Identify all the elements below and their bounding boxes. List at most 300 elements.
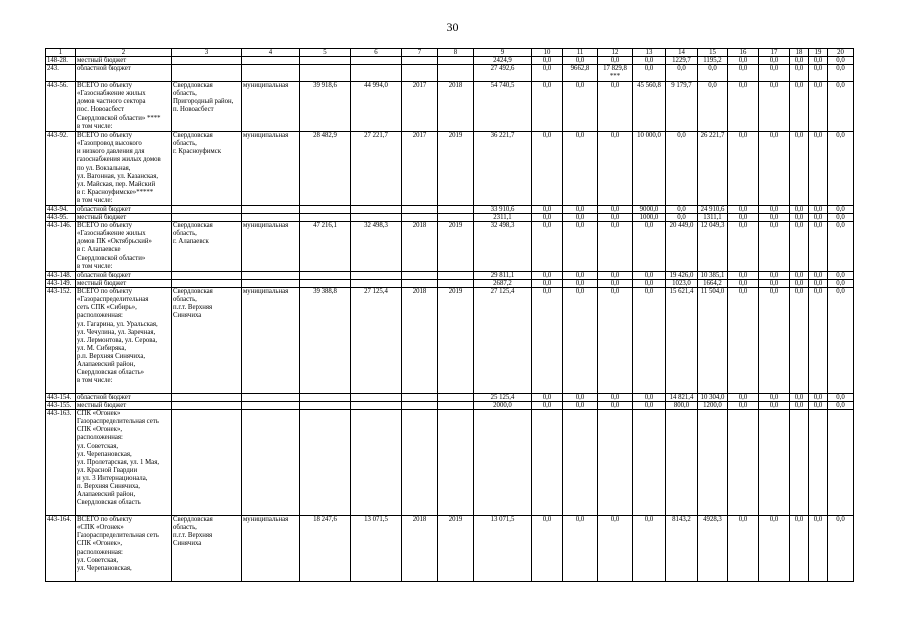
table-row bbox=[46, 402, 854, 410]
table-cell: 0,0 bbox=[563, 206, 598, 214]
table-cell: Свердловская область, п.г.т. Верхняя Синячиха bbox=[172, 288, 242, 394]
table-cell: 0,0 bbox=[563, 82, 598, 132]
table-cell: 0,0 bbox=[563, 214, 598, 222]
description-cell: областной бюджет bbox=[76, 206, 172, 214]
table-cell: 0,0 bbox=[532, 57, 563, 65]
row-number-cell: 443-164. bbox=[46, 516, 76, 582]
table-cell: 4928,3 bbox=[698, 516, 728, 582]
table-cell: 2019 bbox=[438, 288, 474, 394]
table-cell: 0,0 bbox=[828, 65, 854, 82]
table-cell bbox=[532, 410, 563, 516]
table-cell: 0,0 bbox=[759, 132, 790, 206]
table-cell: 0,0 bbox=[598, 214, 633, 222]
table-cell: 10 385,1 bbox=[698, 272, 728, 280]
table-cell bbox=[351, 206, 402, 214]
table-cell bbox=[300, 57, 351, 65]
table-cell: 45 560,8 bbox=[633, 82, 666, 132]
table-cell bbox=[351, 57, 402, 65]
table-cell: 0,0 bbox=[532, 65, 563, 82]
table-cell: 0,0 bbox=[598, 394, 633, 402]
table-cell: 0,0 bbox=[698, 82, 728, 132]
table-cell: 0,0 bbox=[563, 222, 598, 272]
row-number-cell: 443-146. bbox=[46, 222, 76, 272]
table-cell: 0,0 bbox=[759, 280, 790, 288]
table-cell: 0,0 bbox=[728, 214, 759, 222]
table-cell: 2019 bbox=[438, 516, 474, 582]
table-cell: 0,0 bbox=[728, 280, 759, 288]
table-cell: 1000,0 bbox=[633, 214, 666, 222]
table-cell bbox=[300, 410, 351, 516]
table-cell: 0,0 bbox=[759, 272, 790, 280]
budget-table-body bbox=[46, 49, 854, 582]
table-cell bbox=[438, 57, 474, 65]
table-cell bbox=[402, 410, 438, 516]
table-cell: 0,0 bbox=[728, 57, 759, 65]
table-cell bbox=[300, 272, 351, 280]
table-cell bbox=[351, 280, 402, 288]
table-cell: 0,0 bbox=[759, 57, 790, 65]
table-cell: 0,0 bbox=[828, 516, 854, 582]
table-cell bbox=[759, 410, 790, 516]
column-number-row bbox=[46, 49, 854, 57]
table-cell: 0,0 bbox=[728, 516, 759, 582]
table-cell: 0,0 bbox=[809, 394, 828, 402]
column-number-cell: 20 bbox=[828, 49, 854, 57]
table-cell: 0,0 bbox=[790, 394, 809, 402]
table-cell: 0,0 bbox=[828, 206, 854, 214]
table-cell bbox=[300, 402, 351, 410]
description-cell: местный бюджет bbox=[76, 280, 172, 288]
description-cell: местный бюджет bbox=[76, 214, 172, 222]
table-cell: Свердловская область, г. Алапаевск bbox=[172, 222, 242, 272]
table-cell: 0,0 bbox=[728, 82, 759, 132]
table-cell bbox=[351, 410, 402, 516]
column-number-cell: 19 bbox=[809, 49, 828, 57]
description-cell: областной бюджет bbox=[76, 394, 172, 402]
table-cell: 0,0 bbox=[790, 214, 809, 222]
column-number-cell: 11 bbox=[563, 49, 598, 57]
table-cell: 0,0 bbox=[633, 288, 666, 394]
row-number-cell: 443-56. bbox=[46, 82, 76, 132]
table-cell bbox=[438, 65, 474, 82]
table-cell bbox=[242, 206, 300, 214]
table-cell bbox=[172, 410, 242, 516]
table-cell bbox=[402, 394, 438, 402]
table-cell: 2018 bbox=[438, 82, 474, 132]
table-cell: 0,0 bbox=[598, 57, 633, 65]
row-number-cell: 443-154. bbox=[46, 394, 76, 402]
table-cell: 25 125,4 bbox=[474, 394, 532, 402]
table-cell: 0,0 bbox=[809, 65, 828, 82]
column-number-cell: 6 bbox=[351, 49, 402, 57]
table-cell: 0,0 bbox=[759, 402, 790, 410]
table-cell: 27 221,7 bbox=[351, 132, 402, 206]
table-cell: 2019 bbox=[438, 132, 474, 206]
table-cell: 0,0 bbox=[809, 214, 828, 222]
table-cell: 0,0 bbox=[728, 222, 759, 272]
table-cell: 0,0 bbox=[759, 394, 790, 402]
table-cell: 0,0 bbox=[809, 57, 828, 65]
table-cell: 0,0 bbox=[759, 82, 790, 132]
table-cell: 27 125,4 bbox=[351, 288, 402, 394]
table-cell: 0,0 bbox=[759, 65, 790, 82]
table-cell bbox=[563, 410, 598, 516]
table-cell bbox=[300, 394, 351, 402]
table-cell: 18 247,6 bbox=[300, 516, 351, 582]
table-cell: 0,0 bbox=[598, 222, 633, 272]
table-cell bbox=[809, 410, 828, 516]
table-cell bbox=[242, 272, 300, 280]
table-cell: 39 918,6 bbox=[300, 82, 351, 132]
table-cell: 0,0 bbox=[633, 272, 666, 280]
table-cell: 13 071,5 bbox=[474, 516, 532, 582]
table-cell bbox=[790, 410, 809, 516]
table-cell bbox=[300, 280, 351, 288]
description-cell: местный бюджет bbox=[76, 402, 172, 410]
table-cell: 9 179,7 bbox=[666, 82, 698, 132]
table-cell: 9000,0 bbox=[633, 206, 666, 214]
table-cell: 0,0 bbox=[790, 402, 809, 410]
row-number-cell: 148-28. bbox=[46, 57, 76, 65]
table-cell: 0,0 bbox=[828, 394, 854, 402]
table-cell: 0,0 bbox=[790, 132, 809, 206]
column-number-cell: 1 bbox=[46, 49, 76, 57]
table-cell: Свердловская область, г. Красноуфимск bbox=[172, 132, 242, 206]
table-cell: 0,0 bbox=[828, 280, 854, 288]
table-cell bbox=[402, 272, 438, 280]
table-cell: 0,0 bbox=[666, 65, 698, 82]
table-cell: 0,0 bbox=[633, 57, 666, 65]
table-cell: 0,0 bbox=[563, 402, 598, 410]
table-cell: 2018 bbox=[402, 222, 438, 272]
table-cell bbox=[300, 65, 351, 82]
table-cell bbox=[172, 65, 242, 82]
table-cell bbox=[300, 214, 351, 222]
budget-table-container bbox=[45, 48, 854, 582]
table-cell: 0,0 bbox=[809, 222, 828, 272]
column-number-cell: 10 bbox=[532, 49, 563, 57]
row-number-cell: 443-155. bbox=[46, 402, 76, 410]
table-cell: 0,0 bbox=[532, 272, 563, 280]
table-cell bbox=[438, 214, 474, 222]
table-cell: 0,0 bbox=[633, 280, 666, 288]
table-cell bbox=[172, 206, 242, 214]
table-cell: 0,0 bbox=[532, 222, 563, 272]
table-cell: 0,0 bbox=[759, 222, 790, 272]
table-cell bbox=[172, 57, 242, 65]
table-cell: 2019 bbox=[438, 222, 474, 272]
table-cell: 0,0 bbox=[809, 402, 828, 410]
table-cell: 0,0 bbox=[633, 394, 666, 402]
table-cell: 1023,0 bbox=[666, 280, 698, 288]
table-cell: 27 492,6 bbox=[474, 65, 532, 82]
column-number-cell: 14 bbox=[666, 49, 698, 57]
table-cell: 27 125,4 bbox=[474, 288, 532, 394]
table-cell: 1195,2 bbox=[698, 57, 728, 65]
column-number-cell: 17 bbox=[759, 49, 790, 57]
table-cell: 1664,2 bbox=[698, 280, 728, 288]
table-cell bbox=[172, 402, 242, 410]
table-cell: 0,0 bbox=[563, 132, 598, 206]
table-cell bbox=[698, 410, 728, 516]
table-cell: 0,0 bbox=[809, 516, 828, 582]
table-cell bbox=[242, 65, 300, 82]
table-cell: 0,0 bbox=[666, 132, 698, 206]
row-number-cell: 443-95. bbox=[46, 214, 76, 222]
table-cell: 0,0 bbox=[790, 222, 809, 272]
table-cell: 0,0 bbox=[598, 516, 633, 582]
table-cell bbox=[351, 402, 402, 410]
table-cell: 0,0 bbox=[759, 214, 790, 222]
table-cell: 0,0 bbox=[532, 214, 563, 222]
table-cell: 0,0 bbox=[809, 272, 828, 280]
description-cell: местный бюджет bbox=[76, 57, 172, 65]
table-cell: 0,0 bbox=[532, 206, 563, 214]
table-cell: 0,0 bbox=[598, 272, 633, 280]
table-cell: 0,0 bbox=[828, 57, 854, 65]
table-cell: 0,0 bbox=[532, 82, 563, 132]
row-number-cell: 443-92. bbox=[46, 132, 76, 206]
table-cell: 0,0 bbox=[598, 288, 633, 394]
table-cell: 0,0 bbox=[790, 272, 809, 280]
table-cell: 800,0 bbox=[666, 402, 698, 410]
table-cell: 54 740,5 bbox=[474, 82, 532, 132]
description-cell: ВСЕГО по объекту «Газопровод высокого и низкого давления для газоснабжения жилых домов по ул. Вокзальная, ул. Вагонная, ул. Казанская, ул. Майская, пер. Майский в г. Красноуфимске»***** в том числе: bbox=[76, 132, 172, 206]
table-cell: 32 498,3 bbox=[351, 222, 402, 272]
table-row bbox=[46, 516, 854, 582]
description-cell: областной бюджет bbox=[76, 65, 172, 82]
table-cell: 0,0 bbox=[532, 288, 563, 394]
table-cell: 0,0 bbox=[698, 65, 728, 82]
table-cell: 0,0 bbox=[598, 82, 633, 132]
table-cell: 0,0 bbox=[728, 288, 759, 394]
table-cell: 0,0 bbox=[666, 206, 698, 214]
table-cell: 32 498,3 bbox=[474, 222, 532, 272]
table-cell: 0,0 bbox=[828, 402, 854, 410]
table-cell: 0,0 bbox=[633, 402, 666, 410]
table-cell: 0,0 bbox=[809, 132, 828, 206]
table-cell: 1311,1 bbox=[698, 214, 728, 222]
table-cell: 0,0 bbox=[809, 206, 828, 214]
table-cell: 0,0 bbox=[828, 288, 854, 394]
table-cell bbox=[242, 402, 300, 410]
table-cell: 0,0 bbox=[532, 280, 563, 288]
description-cell: ВСЕГО по объекту «СПК «Огонек» Газораспределительная сеть СПК «Огонек», расположенная: ул. Советская, ул. Черепановская, bbox=[76, 516, 172, 582]
table-row bbox=[46, 272, 854, 280]
table-cell: 0,0 bbox=[759, 206, 790, 214]
description-cell: ВСЕГО по объекту «Газоснабжение жилых домов частного сектора пос. Новоасбест Свердловской области» **** в том числе: bbox=[76, 82, 172, 132]
table-cell: 10 304,0 bbox=[698, 394, 728, 402]
table-cell: 0,0 bbox=[728, 206, 759, 214]
table-cell: 1200,0 bbox=[698, 402, 728, 410]
table-cell: 1229,7 bbox=[666, 57, 698, 65]
table-cell: 0,0 bbox=[828, 222, 854, 272]
table-cell: муниципальная bbox=[242, 82, 300, 132]
column-number-cell: 9 bbox=[474, 49, 532, 57]
table-cell: 13 071,5 bbox=[351, 516, 402, 582]
table-cell: 15 621,4 bbox=[666, 288, 698, 394]
table-cell: 0,0 bbox=[532, 516, 563, 582]
table-cell bbox=[402, 402, 438, 410]
row-number-cell: 243. bbox=[46, 65, 76, 82]
column-number-cell: 8 bbox=[438, 49, 474, 57]
column-number-cell: 7 bbox=[402, 49, 438, 57]
table-cell: муниципальная bbox=[242, 132, 300, 206]
table-cell bbox=[402, 214, 438, 222]
budget-table bbox=[45, 48, 854, 582]
table-cell: 0,0 bbox=[728, 402, 759, 410]
table-row bbox=[46, 394, 854, 402]
table-cell bbox=[242, 410, 300, 516]
table-cell bbox=[351, 272, 402, 280]
row-number-cell: 443-94. bbox=[46, 206, 76, 214]
table-cell: 0,0 bbox=[532, 394, 563, 402]
column-number-cell: 16 bbox=[728, 49, 759, 57]
table-cell: 8143,2 bbox=[666, 516, 698, 582]
table-cell: муниципальная bbox=[242, 516, 300, 582]
table-cell: 2000,0 bbox=[474, 402, 532, 410]
table-cell: 0,0 bbox=[790, 65, 809, 82]
table-cell bbox=[242, 214, 300, 222]
table-cell bbox=[438, 402, 474, 410]
table-cell: 2424,9 bbox=[474, 57, 532, 65]
table-cell: 0,0 bbox=[828, 214, 854, 222]
table-cell: 2018 bbox=[402, 288, 438, 394]
table-cell: 0,0 bbox=[790, 288, 809, 394]
table-cell: 0,0 bbox=[532, 132, 563, 206]
table-cell: 0,0 bbox=[828, 82, 854, 132]
table-cell: 24 910,6 bbox=[698, 206, 728, 214]
table-cell bbox=[402, 206, 438, 214]
table-cell: 33 910,6 bbox=[474, 206, 532, 214]
description-cell: СПК «Огонек» Газораспределительная сеть СПК «Огонек», расположенная: ул. Советская, ул. Черепановская, ул. Пролетарская, ул. 1 Мая, ул. Красной Гвардии и ул. 3 Интернационала, п. Верхняя Синячиха, Алапаевский район, Свердловская область bbox=[76, 410, 172, 516]
table-cell: 47 216,1 bbox=[300, 222, 351, 272]
table-cell bbox=[351, 394, 402, 402]
table-cell bbox=[242, 280, 300, 288]
description-cell: областной бюджет bbox=[76, 272, 172, 280]
table-cell bbox=[438, 272, 474, 280]
table-cell bbox=[172, 272, 242, 280]
row-number-cell: 443-148. bbox=[46, 272, 76, 280]
table-cell: 0,0 bbox=[598, 280, 633, 288]
table-cell bbox=[728, 410, 759, 516]
table-cell: 0,0 bbox=[598, 206, 633, 214]
table-row bbox=[46, 288, 854, 394]
table-cell: 39 388,8 bbox=[300, 288, 351, 394]
table-cell: 0,0 bbox=[633, 65, 666, 82]
table-cell: 9662,8 bbox=[563, 65, 598, 82]
table-cell: 0,0 bbox=[790, 280, 809, 288]
table-row bbox=[46, 57, 854, 65]
table-cell: 12 049,3 bbox=[698, 222, 728, 272]
table-cell: 0,0 bbox=[809, 280, 828, 288]
table-cell: 0,0 bbox=[598, 132, 633, 206]
column-number-cell: 13 bbox=[633, 49, 666, 57]
table-cell: 19 426,0 bbox=[666, 272, 698, 280]
table-cell: 0,0 bbox=[759, 288, 790, 394]
page-number: 30 bbox=[446, 20, 459, 34]
table-cell: 2687,2 bbox=[474, 280, 532, 288]
table-cell: 0,0 bbox=[828, 272, 854, 280]
table-cell bbox=[828, 410, 854, 516]
table-cell: муниципальная bbox=[242, 288, 300, 394]
table-cell bbox=[300, 206, 351, 214]
table-cell: 0,0 bbox=[633, 516, 666, 582]
table-cell: 0,0 bbox=[790, 82, 809, 132]
description-cell: ВСЕГО по объекту «Газоснабжение жилых домов ПК «Октябрьский» в г. Алапаевске Свердловской области» в том числе: bbox=[76, 222, 172, 272]
table-cell: Свердловская область, п.г.т. Верхняя Синячиха bbox=[172, 516, 242, 582]
table-cell: 29 811,1 bbox=[474, 272, 532, 280]
table-cell bbox=[172, 394, 242, 402]
table-cell: 28 482,9 bbox=[300, 132, 351, 206]
table-cell: 44 994,0 bbox=[351, 82, 402, 132]
table-cell: 0,0 bbox=[728, 394, 759, 402]
table-cell: 0,0 bbox=[563, 394, 598, 402]
table-cell bbox=[438, 394, 474, 402]
table-cell bbox=[402, 57, 438, 65]
table-row bbox=[46, 410, 854, 516]
table-cell: 10 000,0 bbox=[633, 132, 666, 206]
table-row bbox=[46, 222, 854, 272]
row-number-cell: 443-152. bbox=[46, 288, 76, 394]
table-cell bbox=[474, 410, 532, 516]
table-cell: 0,0 bbox=[809, 82, 828, 132]
column-number-cell: 4 bbox=[242, 49, 300, 57]
table-cell: 26 221,7 bbox=[698, 132, 728, 206]
description-cell: ВСЕГО по объекту «Газораспределительная сеть СПК «Сибирь», расположенная: ул. Гагарина, ул. Уральская, ул. Чечулина, ул. Заречная, ул. Лермонтова, ул. Серова, ул. М. Сибиряка, р.п. Верхняя Синячиха, Алапаевский район, Свердловская область» в том числе: bbox=[76, 288, 172, 394]
table-cell bbox=[666, 410, 698, 516]
row-number-cell: 443-163. bbox=[46, 410, 76, 516]
table-cell: 0,0 bbox=[633, 222, 666, 272]
table-cell: 0,0 bbox=[728, 65, 759, 82]
column-number-cell: 5 bbox=[300, 49, 351, 57]
table-cell: 0,0 bbox=[790, 206, 809, 214]
table-cell: 2018 bbox=[402, 516, 438, 582]
table-cell bbox=[351, 65, 402, 82]
table-cell: 0,0 bbox=[790, 57, 809, 65]
table-cell: 0,0 bbox=[598, 402, 633, 410]
table-cell: 0,0 bbox=[666, 214, 698, 222]
table-cell: 20 449,0 bbox=[666, 222, 698, 272]
column-number-cell: 18 bbox=[790, 49, 809, 57]
table-cell: 14 821,4 bbox=[666, 394, 698, 402]
table-cell: 0,0 bbox=[563, 516, 598, 582]
table-cell bbox=[598, 410, 633, 516]
table-cell: 2017 bbox=[402, 132, 438, 206]
table-cell: 2311,1 bbox=[474, 214, 532, 222]
table-row bbox=[46, 65, 854, 82]
table-cell: 0,0 bbox=[759, 516, 790, 582]
table-cell bbox=[402, 280, 438, 288]
table-cell: 0,0 bbox=[728, 132, 759, 206]
table-cell: 0,0 bbox=[563, 272, 598, 280]
table-cell: 0,0 bbox=[728, 272, 759, 280]
table-cell bbox=[633, 410, 666, 516]
table-row bbox=[46, 280, 854, 288]
table-cell: 0,0 bbox=[563, 288, 598, 394]
column-number-cell: 2 bbox=[76, 49, 172, 57]
table-cell bbox=[242, 57, 300, 65]
table-row bbox=[46, 214, 854, 222]
table-cell: 0,0 bbox=[563, 280, 598, 288]
table-cell bbox=[438, 206, 474, 214]
table-cell bbox=[172, 214, 242, 222]
table-cell bbox=[438, 280, 474, 288]
table-cell: 2017 bbox=[402, 82, 438, 132]
table-cell bbox=[242, 394, 300, 402]
table-cell: 0,0 bbox=[790, 516, 809, 582]
table-cell bbox=[351, 214, 402, 222]
